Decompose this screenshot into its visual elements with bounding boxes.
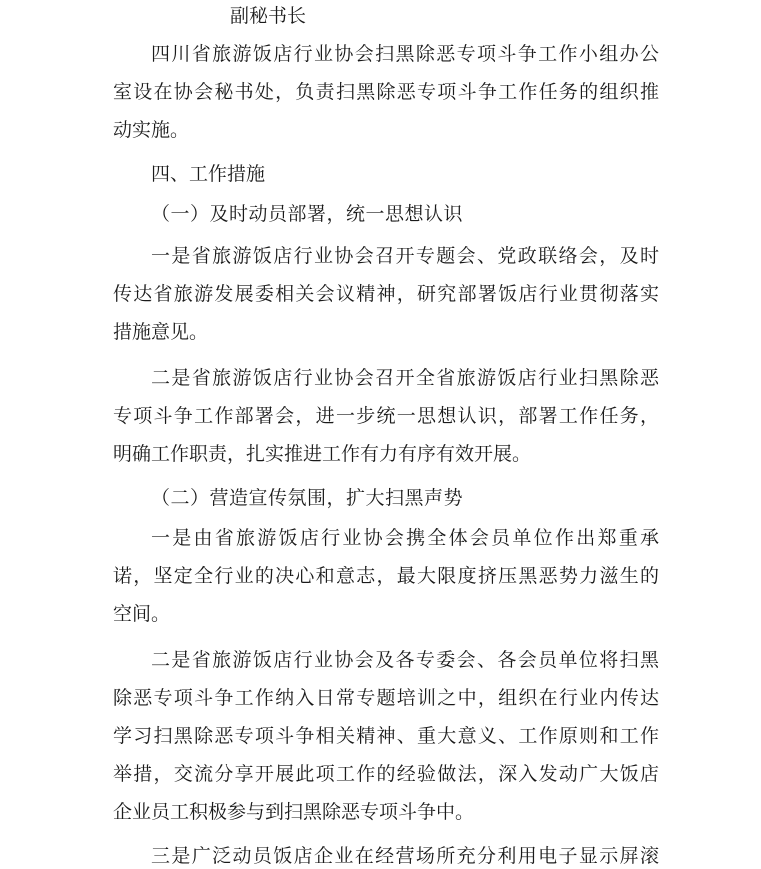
para-6-line-1: 三是广泛动员饭店企业在经营场所充分利用电子显示屏滚 bbox=[151, 845, 659, 867]
para-1-line-2: 室设在协会秘书处，负责扫黑除恶专项斗争工作任务的组织推 bbox=[113, 81, 659, 103]
para-3-line-3: 明确工作职责，扎实推进工作有力有序有效开展。 bbox=[113, 443, 532, 465]
para-4-line-1: 一是由省旅游饭店行业协会携全体会员单位作出郑重承 bbox=[151, 527, 659, 549]
section-heading-4: 四、工作措施 bbox=[151, 163, 266, 185]
para-4-line-3: 空间。 bbox=[113, 603, 171, 625]
top-title-line: 副秘书长 bbox=[230, 5, 307, 27]
para-5-line-4: 举措，交流分享开展此项工作的经验做法，深入发动广大饭店 bbox=[113, 763, 659, 785]
para-1-line-3: 动实施。 bbox=[113, 119, 190, 141]
para-2-line-1: 一是省旅游饭店行业协会召开专题会、党政联络会，及时 bbox=[151, 245, 659, 267]
para-5-line-1: 二是省旅游饭店行业协会及各专委会、各会员单位将扫黑 bbox=[151, 649, 659, 671]
para-2-line-2: 传达省旅游发展委相关会议精神，研究部署饭店行业贯彻落实 bbox=[113, 283, 659, 305]
para-5-line-2: 除恶专项斗争工作纳入日常专题培训之中，组织在行业内传达 bbox=[113, 687, 659, 709]
para-5-line-5: 企业员工积极参与到扫黑除恶专项斗争中。 bbox=[113, 801, 475, 823]
para-4-line-2: 诺，坚定全行业的决心和意志，最大限度挤压黑恶势力滋生的 bbox=[113, 565, 659, 587]
para-1-line-1: 四川省旅游饭店行业协会扫黑除恶专项斗争工作小组办公 bbox=[151, 43, 659, 65]
subheading-2: （二）营造宣传氛围，扩大扫黑声势 bbox=[151, 487, 464, 509]
para-5-line-3: 学习扫黑除恶专项斗争相关精神、重大意义、工作原则和工作 bbox=[113, 725, 659, 747]
subheading-1: （一）及时动员部署，统一思想认识 bbox=[151, 203, 464, 225]
para-3-line-2: 专项斗争工作部署会，进一步统一思想认识，部署工作任务， bbox=[113, 405, 659, 427]
para-2-line-3: 措施意见。 bbox=[113, 321, 209, 343]
para-3-line-1: 二是省旅游饭店行业协会召开全省旅游饭店行业扫黑除恶 bbox=[151, 367, 659, 389]
